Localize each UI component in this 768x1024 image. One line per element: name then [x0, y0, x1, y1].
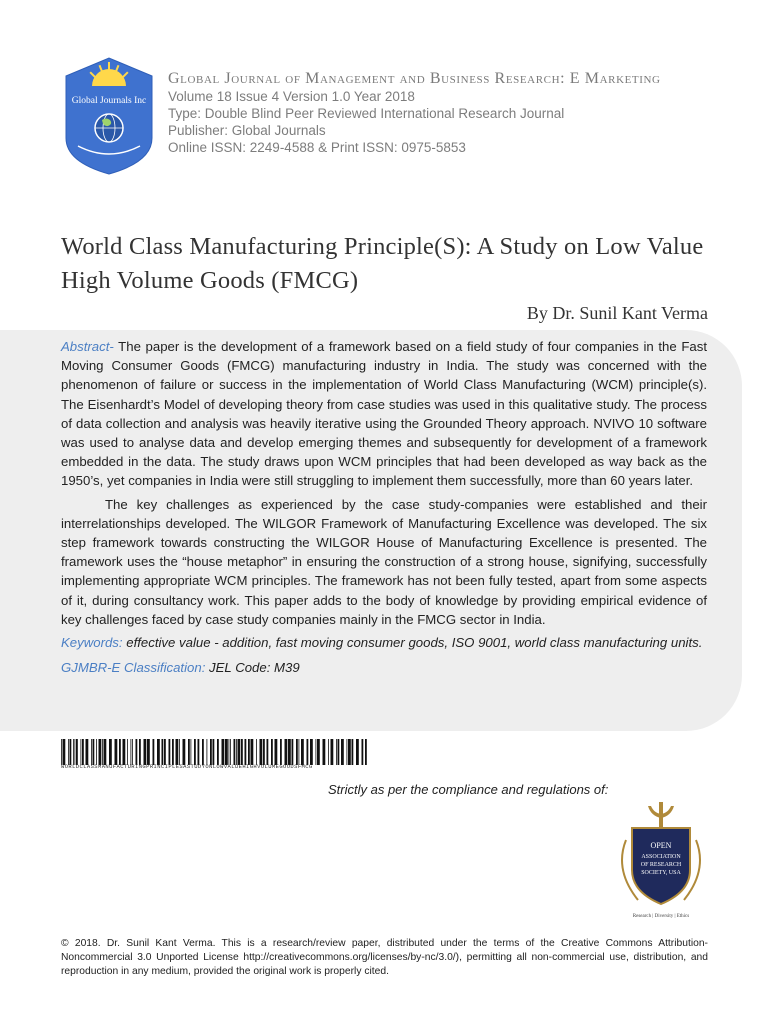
barcode-bar	[93, 739, 95, 765]
barcode-bar	[127, 739, 128, 765]
svg-text:OPEN: OPEN	[650, 841, 672, 850]
barcode-bar	[301, 739, 304, 765]
barcode-bar	[153, 739, 155, 765]
barcode-bar	[207, 739, 208, 765]
barcode-bar	[347, 739, 348, 765]
classification-label: GJMBR-E Classification:	[61, 660, 206, 676]
svg-text:Research | Diversity | Ethics: Research | Diversity | Ethics	[632, 914, 690, 919]
barcode-bar	[183, 739, 186, 765]
abstract-label: Abstract-	[61, 339, 114, 354]
barcode-bar	[225, 739, 228, 765]
barcode-bar	[267, 739, 269, 765]
barcode-bar	[241, 739, 243, 765]
barcode-bar	[316, 739, 317, 765]
barcode-bar	[169, 739, 171, 765]
svg-text:OF RESEARCH: OF RESEARCH	[640, 862, 682, 868]
barcode-bar	[271, 739, 273, 765]
barcode-bar	[230, 739, 231, 765]
barcode-bar	[115, 739, 118, 765]
barcode-bar	[210, 739, 212, 765]
open-association-seal	[608, 800, 714, 920]
barcode-bar	[123, 739, 126, 765]
barcode-bar	[336, 739, 337, 765]
journal-title: Global Journal of Management and Business Research: E Marketing	[168, 70, 661, 87]
barcode-bar	[251, 739, 254, 765]
barcode-bar	[307, 739, 309, 765]
barcode-bar	[362, 739, 364, 765]
barcode-bar	[63, 739, 66, 765]
journal-volume: Volume 18 Issue 4 Version 1.0 Year 2018	[168, 89, 415, 104]
barcode-bar	[217, 739, 219, 765]
barcode-bar	[96, 739, 97, 765]
logo-text: Global Journals Inc	[71, 96, 147, 106]
trident-icon	[648, 802, 674, 828]
barcode-bar	[76, 739, 78, 765]
barcode-bar	[104, 739, 107, 765]
barcode-bar	[61, 739, 62, 765]
abstract-text-1: The paper is the development of a framework based on a field study of four companies in the Fast Moving Consumer Goods (FMCG) manufacturing industry in India. The study was concerned with the phenomenon of failure or success in the implementation of World Class Manufacturing (WCM) principle(s). The Eisenhardt’s Model of developing theory from case studies was used in this qualitative study. The process of data collection and analysis was heavily iterative using the Grounded Theory approach. NVIVO 10 software was used to analyse data and develop emerging themes and subsequently for development of a framework embedded in the data. The study draws upon WCM principles that had been developed as way back as the 1950’s, yet companies in India were still struggling to implement them successfully, more than 60 years later.	[61, 339, 707, 489]
journal-publisher: Publisher: Global Journals	[168, 123, 326, 138]
barcode-bar	[164, 739, 166, 765]
barcode-bar	[292, 739, 294, 765]
barcode-bar	[356, 739, 359, 765]
classification-text: JEL Code: M39	[205, 660, 300, 676]
barcode-bar	[236, 739, 237, 765]
svg-text:SOCIETY, USA: SOCIETY, USA	[641, 870, 681, 876]
barcode-bar	[238, 739, 241, 765]
barcode-bar	[82, 739, 84, 765]
barcode-bar	[144, 739, 147, 765]
journal-info	[168, 70, 728, 156]
barcode-bar	[245, 739, 247, 765]
barcode-bar	[68, 739, 69, 765]
abstract-paragraph-1	[61, 337, 707, 491]
barcode-bar	[299, 739, 300, 765]
globe-icon	[95, 114, 123, 142]
abstract-paragraph-2: The key challenges as experienced by the case study-companies were established and their interrelationships developed. The WILGOR Framework of Manufacturing Excellence was developed. The six step framework towards constructing the WILGOR House of Manufacturing Excellence is presented. The framework uses the “house metaphor” in ensuring the construction of a strong house, signifying, successfully implementing appropriate WCM principles. The framework has not been fully tested, apart from some aspects of it, during consultancy work. This paper adds to the body of knowledge by providing empirical evidence of key challenges faced by case study companies mainly in the FMCG sector in India.	[61, 496, 707, 627]
barcode-bar	[136, 739, 138, 765]
barcode-bar	[352, 739, 354, 765]
barcode-bar	[280, 739, 282, 765]
barcode-bar	[256, 739, 257, 765]
barcode-bar	[198, 739, 200, 765]
barcode-bar	[328, 739, 329, 765]
journal-issn: Online ISSN: 2249-4588 & Print ISSN: 0975-5853	[168, 140, 466, 155]
barcode-bar	[234, 739, 236, 765]
barcode-bar	[323, 739, 326, 765]
barcode-bar	[222, 739, 225, 765]
barcode-bar	[70, 739, 72, 765]
barcode-bar	[132, 739, 133, 765]
barcode-bar	[248, 739, 250, 765]
paper-author: By Dr. Sunil Kant Verma	[526, 303, 708, 323]
classification	[61, 658, 707, 677]
barcode-bar	[331, 739, 334, 765]
barcode-bar	[179, 739, 180, 765]
barcode-text: WORLDCLASSMANUFACTURINGPRINCIPLESASTUDYONLOWVALUEHIGHVOLUMEGOODSFMCG	[61, 763, 313, 770]
barcode-bar	[188, 739, 190, 765]
barcode-bar	[365, 739, 367, 765]
barcode-bar	[202, 739, 204, 765]
barcode	[61, 739, 369, 765]
barcode-bar	[109, 739, 112, 765]
barcode-bar	[263, 739, 265, 765]
barcode-bar	[102, 739, 103, 765]
barcode-bar	[194, 739, 196, 765]
barcode-bar	[139, 739, 141, 765]
compliance-note: Strictly as per the compliance and regulations of:	[328, 782, 609, 797]
barcode-bar	[317, 739, 320, 765]
keywords-label: Keywords:	[61, 635, 123, 651]
barcode-bar	[310, 739, 313, 765]
keywords	[61, 633, 707, 652]
barcode-bar	[338, 739, 340, 765]
barcode-bar	[131, 739, 132, 765]
barcode-bar	[229, 739, 230, 765]
barcode-bar	[348, 739, 351, 765]
abstract	[61, 337, 707, 677]
keywords-text: effective value - addition, fast moving consumer goods, ISO 9001, world class manufacturing units.	[122, 635, 703, 651]
paper-title: World Class Manufacturing Principle(S): A Study on Low Value High Volume Goods (FMCG)	[61, 233, 704, 294]
barcode-bar	[260, 739, 263, 765]
barcode-bar	[341, 739, 344, 765]
global-journals-logo	[62, 54, 156, 176]
barcode-bar	[296, 739, 298, 765]
barcode-bar	[285, 739, 288, 765]
barcode-bar	[73, 739, 74, 765]
barcode-bar	[147, 739, 150, 765]
barcode-bar	[91, 739, 92, 765]
svg-text:ASSOCIATION: ASSOCIATION	[641, 854, 681, 860]
barcode-bar	[75, 739, 76, 765]
barcode-bar	[119, 739, 121, 765]
barcode-bar	[176, 739, 179, 765]
barcode-bar	[99, 739, 102, 765]
license-text: © 2018. Dr. Sunil Kant Verma. This is a research/review paper, distributed under the terms of the Creative Commons Attribution-Noncommercial 3.0 Unported License http://creativecommons.org/licenses/by-nc/3.0/), permitting all non-commercial use, distribution, and reproduction in any medium, provided the original work is properly cited.	[61, 938, 708, 977]
barcode-bar	[288, 739, 291, 765]
barcode-bar	[157, 739, 160, 765]
barcode-bar	[172, 739, 174, 765]
barcode-bar	[213, 739, 215, 765]
barcode-bar	[275, 739, 278, 765]
barcode-bar	[81, 739, 82, 765]
barcode-bar	[191, 739, 192, 765]
barcode-bar	[162, 739, 164, 765]
barcode-bar	[86, 739, 89, 765]
journal-type: Type: Double Blind Peer Reviewed International Research Journal	[168, 106, 565, 121]
